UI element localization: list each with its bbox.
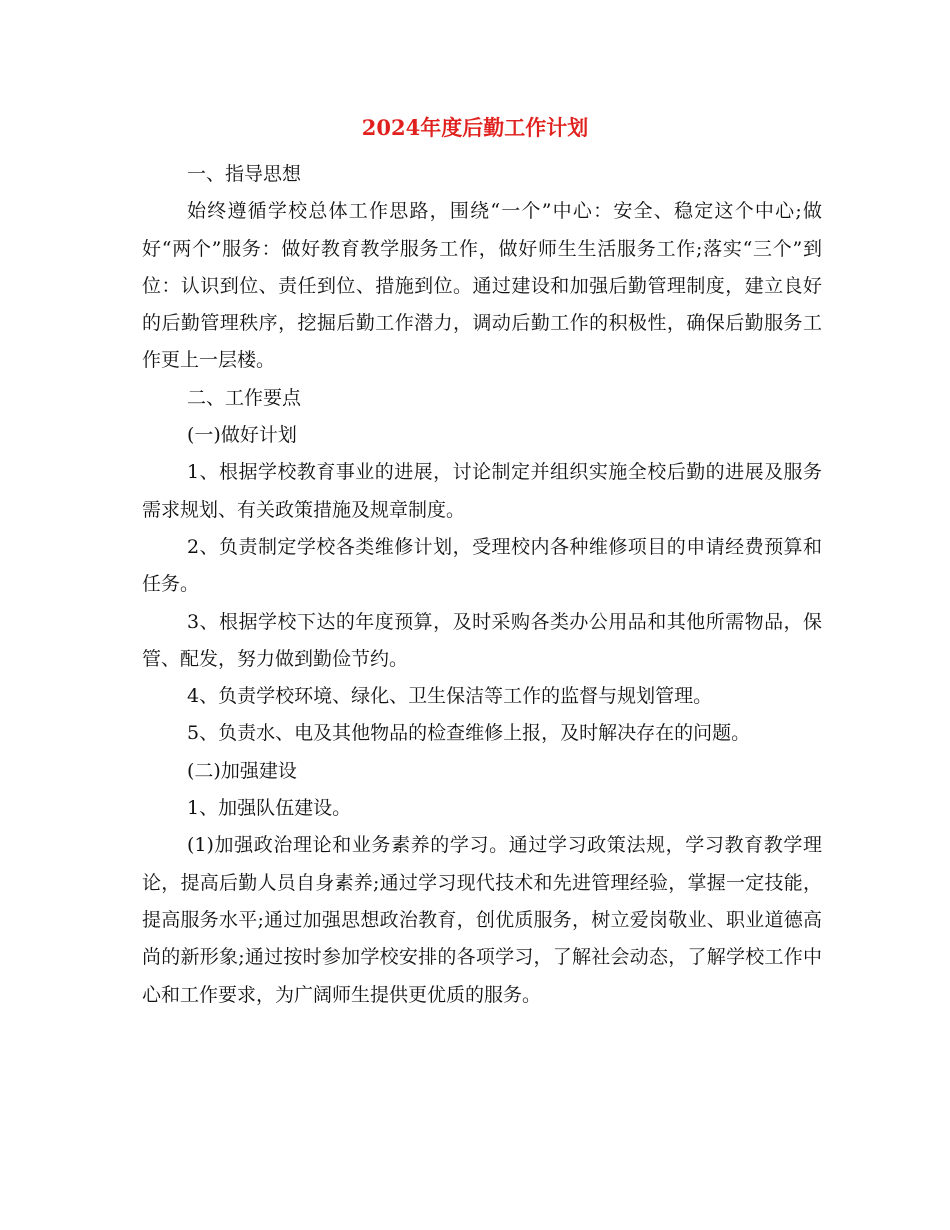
list-item-planning-5: 5、负责水、电及其他物品的检查维修上报，及时解决存在的问题。 [187,722,751,745]
paragraph-construction-1-1: (1)加强政治理论和业务素养的学习。通过学习政策法规，学习教育教学理论，提高后勤人员自身素养;通过学习现代技术和先进管理经验，掌握一定技能，提高服务水平;通过加强思想政治教育，创优质服务，树立爱岗敬业、职业道德高尚的新形象;通过按时参加学校安排的各项学习，了解社会动态，了解学校工作中心和工作要求，为广阔师生提供更优质的服务。 [142,834,822,1006]
list-item-construction-1: 1、加强队伍建设。 [187,797,352,820]
list-item-planning-3: 3、根据学校下达的年度预算，及时采购各类办公用品和其他所需物品，保管、配发，努力做到勤俭节约。 [142,610,822,670]
subheading-construction: (二)加强建设 [187,759,297,782]
heading-work-points: 二、工作要点 [187,386,302,409]
list-item-planning-4: 4、负责学校环境、绿化、卫生保洁等工作的监督与规划管理。 [187,685,713,708]
list-item-planning-1: 1、根据学校教育事业的进展，讨论制定并组织实施全校后勤的进展及服务需求规划、有关政策措施及规章制度。 [142,461,822,521]
list-item-planning-2: 2、负责制定学校各类维修计划，受理校内各种维修项目的申请经费预算和任务。 [142,535,822,596]
subheading-planning: (一)做好计划 [187,424,297,447]
document-body [142,156,822,1014]
document-title: 2024年度后勤工作计划 [361,115,589,140]
heading-guiding-ideology: 一、指导思想 [187,163,302,185]
paragraph-guiding-ideology: 始终遵循学校总体工作思路，围绕“一个”中心：安全、稳定这个中心;做好“两个”服务：做好教育教学服务工作，做好师生生活服务工作;落实“三个”到位：认识到位、责任到位、措施到位。通过建设和加强后勤管理制度，建立良好的后勤管理秩序，挖掘后勤工作潜力，调动后勤工作的积极性，确保后勤服务工作更上一层楼。 [142,200,822,372]
